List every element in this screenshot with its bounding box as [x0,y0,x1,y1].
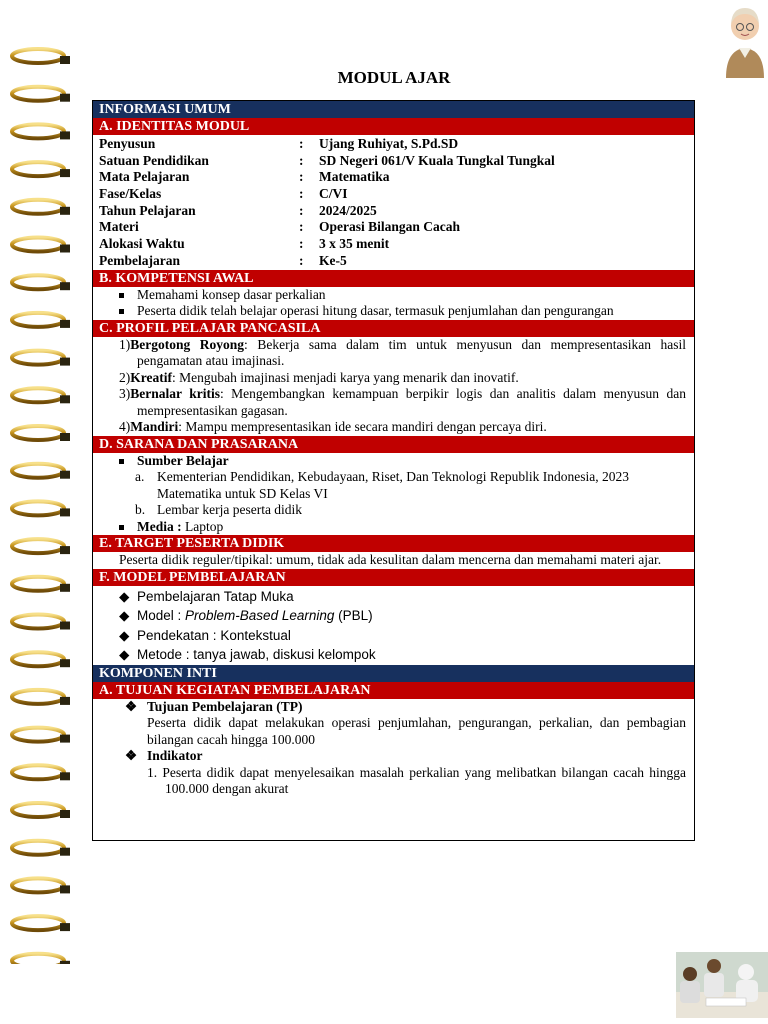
identity-label: Satuan Pendidikan [99,152,209,168]
binder-ring-icon [12,841,70,856]
page-title: MODUL AJAR [337,68,451,87]
item-number: 3) [119,386,131,401]
binder-rings [8,44,74,964]
list-item [119,645,686,665]
item-term: Mandiri [130,419,179,434]
section-sarana: D. SARANA DAN PRASARANA [93,436,694,453]
item-text: Metode : tanya jawab, diskusi kelompok [137,647,376,662]
identity-value: Matematika [319,169,390,185]
diamond-icon: ◆ [119,647,130,662]
item-text: : Bekerja sama dalam tim untuk menyusun dan mempresentasikan hasil pengamatan atau imajinasi. [137,336,687,368]
identity-value: 2024/2025 [319,202,377,218]
list-item: Peserta didik telah belajar operasi hitung dasar, termasuk penjumlahan dan pengurangan [119,303,686,320]
identity-label: Materi [99,219,139,235]
section-kompetensi: B. KOMPETENSI AWAL [93,270,694,287]
list-item [119,419,686,436]
sumber-belajar-list [93,469,694,519]
binder-ring-icon [12,803,70,818]
item-text: : Mampu mempresentasikan ide secara mandiri dengan percaya diri. [178,419,547,434]
item-term: Bernalar kritis [130,386,220,401]
identity-label: Tahun Pelajaran [99,202,196,218]
list-item [119,519,686,536]
kompetensi-list [93,287,694,320]
binder-ring-icon [12,690,70,705]
identity-value: Operasi Bilangan Cacah [319,219,461,235]
teacher-avatar [722,0,768,78]
list-item [119,626,686,646]
binder-ring-icon [12,162,70,177]
identity-row [99,219,694,236]
binder-ring-icon [12,878,70,893]
list-item [119,606,686,626]
identity-value: C/VI [319,186,348,202]
section-informasi-umum: INFORMASI UMUM [93,101,694,118]
item-text: : Mengembangkan kemampuan berpikir logis dan analitis dalam menyusun dan mempresentasikan gagasan. [137,386,686,418]
list-item [119,337,686,370]
binder-ring-icon [12,275,70,290]
item-mark: b. [135,502,146,517]
item-text: Lembar kerja peserta didik [157,502,303,517]
binder-ring-icon [12,313,70,328]
media-value: Laptop [181,518,224,534]
indikator-heading [125,748,686,765]
identity-label: Pembelajaran [99,252,180,268]
list-item: Memahami konsep dasar perkalian [119,287,686,304]
item-value: Problem-Based Learning [185,608,335,623]
section-target: E. TARGET PESERTA DIDIK [93,535,694,552]
identity-value: 3 x 35 menit [319,236,390,252]
identity-row [99,203,694,220]
identity-colon: : [299,186,304,202]
binder-ring-icon [12,501,70,516]
students-photo [676,952,768,1018]
item-text: Pendekatan : Kontekstual [137,627,291,643]
identity-value: Ke-5 [319,252,347,268]
binder-ring-icon [12,238,70,253]
document-table [92,100,695,841]
item-number: 1) [119,336,131,352]
indikator-list [125,765,686,798]
diamond-icon: ◆ [119,588,130,604]
section-komponen-inti: KOMPONEN INTI [93,665,694,682]
identity-label: Alokasi Waktu [99,236,185,252]
identity-row [99,153,694,170]
binder-ring-icon [12,351,70,366]
identity-value: Ujang Ruhiyat, S.Pd.SD [319,136,459,151]
item-term: Kreatif [130,369,172,385]
identity-row [99,169,694,186]
section-model: F. MODEL PEMBELAJARAN [93,569,694,586]
identity-label: Fase/Kelas [99,186,162,202]
binder-ring-icon [12,765,70,780]
tp-label: Tujuan Pembelajaran (TP) [147,698,303,714]
identity-table [93,135,694,270]
identity-row [99,253,694,270]
identity-colon: : [299,236,304,252]
identity-value: SD Negeri 061/V Kuala Tungkal Tungkal [319,152,555,168]
model-list [93,586,694,665]
item-text: Pembelajaran Tatap Muka [137,588,294,604]
list-item [135,502,686,519]
binder-ring-icon [12,87,70,102]
binder-ring-icon [12,916,70,931]
identity-colon: : [299,152,304,168]
binder-ring-icon [12,49,70,64]
binder-ring-icon [12,577,70,592]
binder-ring-icon [12,464,70,479]
item-label: Model : [137,608,186,623]
item-suffix: (PBL) [334,608,373,623]
tujuan-content [93,699,694,798]
sarana-list [93,453,694,470]
binder-ring-icon [12,539,70,554]
list-item [119,370,686,387]
binder-ring-icon [12,124,70,139]
list-item [135,469,686,502]
identity-row [99,236,694,253]
section-profil: C. PROFIL PELAJAR PANCASILA [93,320,694,337]
list-item: 1. Peserta didik dapat menyelesaikan masalah perkalian yang melibatkan bilangan cacah hingga 100.000 dengan akurat [147,764,686,796]
tp-heading [125,699,686,716]
identity-row [99,136,694,153]
identity-colon: : [299,169,304,185]
item-mark: a. [135,469,145,484]
section-identitas: A. IDENTITAS MODUL [93,118,694,135]
four-diamond-icon: ❖ [125,698,138,714]
binder-ring-icon [12,954,70,964]
item-number: 4) [119,419,131,434]
item-number: 2) [119,369,131,385]
target-text: Peserta didik reguler/tipikal: umum, tidak ada kesulitan dalam mencerna dan memahami materi ajar. [119,552,662,567]
identity-label: Penyusun [99,136,156,151]
list-item [119,587,686,607]
sumber-belajar-label: Sumber Belajar [137,452,229,468]
item-text: : Mengubah imajinasi menjadi karya yang menarik dan inovatif. [171,369,519,385]
media-label: Media : [137,518,182,534]
diamond-icon: ◆ [119,627,130,643]
diamond-icon: ◆ [119,608,130,623]
binder-ring-icon [12,615,70,630]
identity-colon: : [299,219,304,235]
binder-ring-icon [12,426,70,441]
item-term: Bergotong Royong [130,336,245,352]
profil-list [93,337,694,436]
indikator-label: Indikator [147,748,203,763]
identity-row [99,186,694,203]
binder-ring-icon [12,388,70,403]
binder-ring-icon [12,728,70,743]
tp-text: Peserta didik dapat melakukan operasi penjumlahan, pengurangan, perkalian, dan pembagian bilangan cacah hingga 100.000 [147,715,686,747]
binder-ring-icon [12,652,70,667]
identity-label: Mata Pelajaran [99,169,190,185]
section-tujuan: A. TUJUAN KEGIATAN PEMBELAJARAN [93,682,694,699]
identity-colon: : [299,252,304,268]
binder-ring-icon [12,200,70,215]
media-list [93,519,694,536]
identity-colon: : [299,136,304,151]
four-diamond-icon: ❖ [125,748,138,763]
item-text: Kementerian Pendidikan, Kebudayaan, Riset, Dan Teknologi Republik Indonesia, 2023 Matematika untuk SD Kelas VI [157,469,629,501]
list-item [119,386,686,419]
identity-colon: : [299,202,304,218]
list-item [119,453,686,470]
